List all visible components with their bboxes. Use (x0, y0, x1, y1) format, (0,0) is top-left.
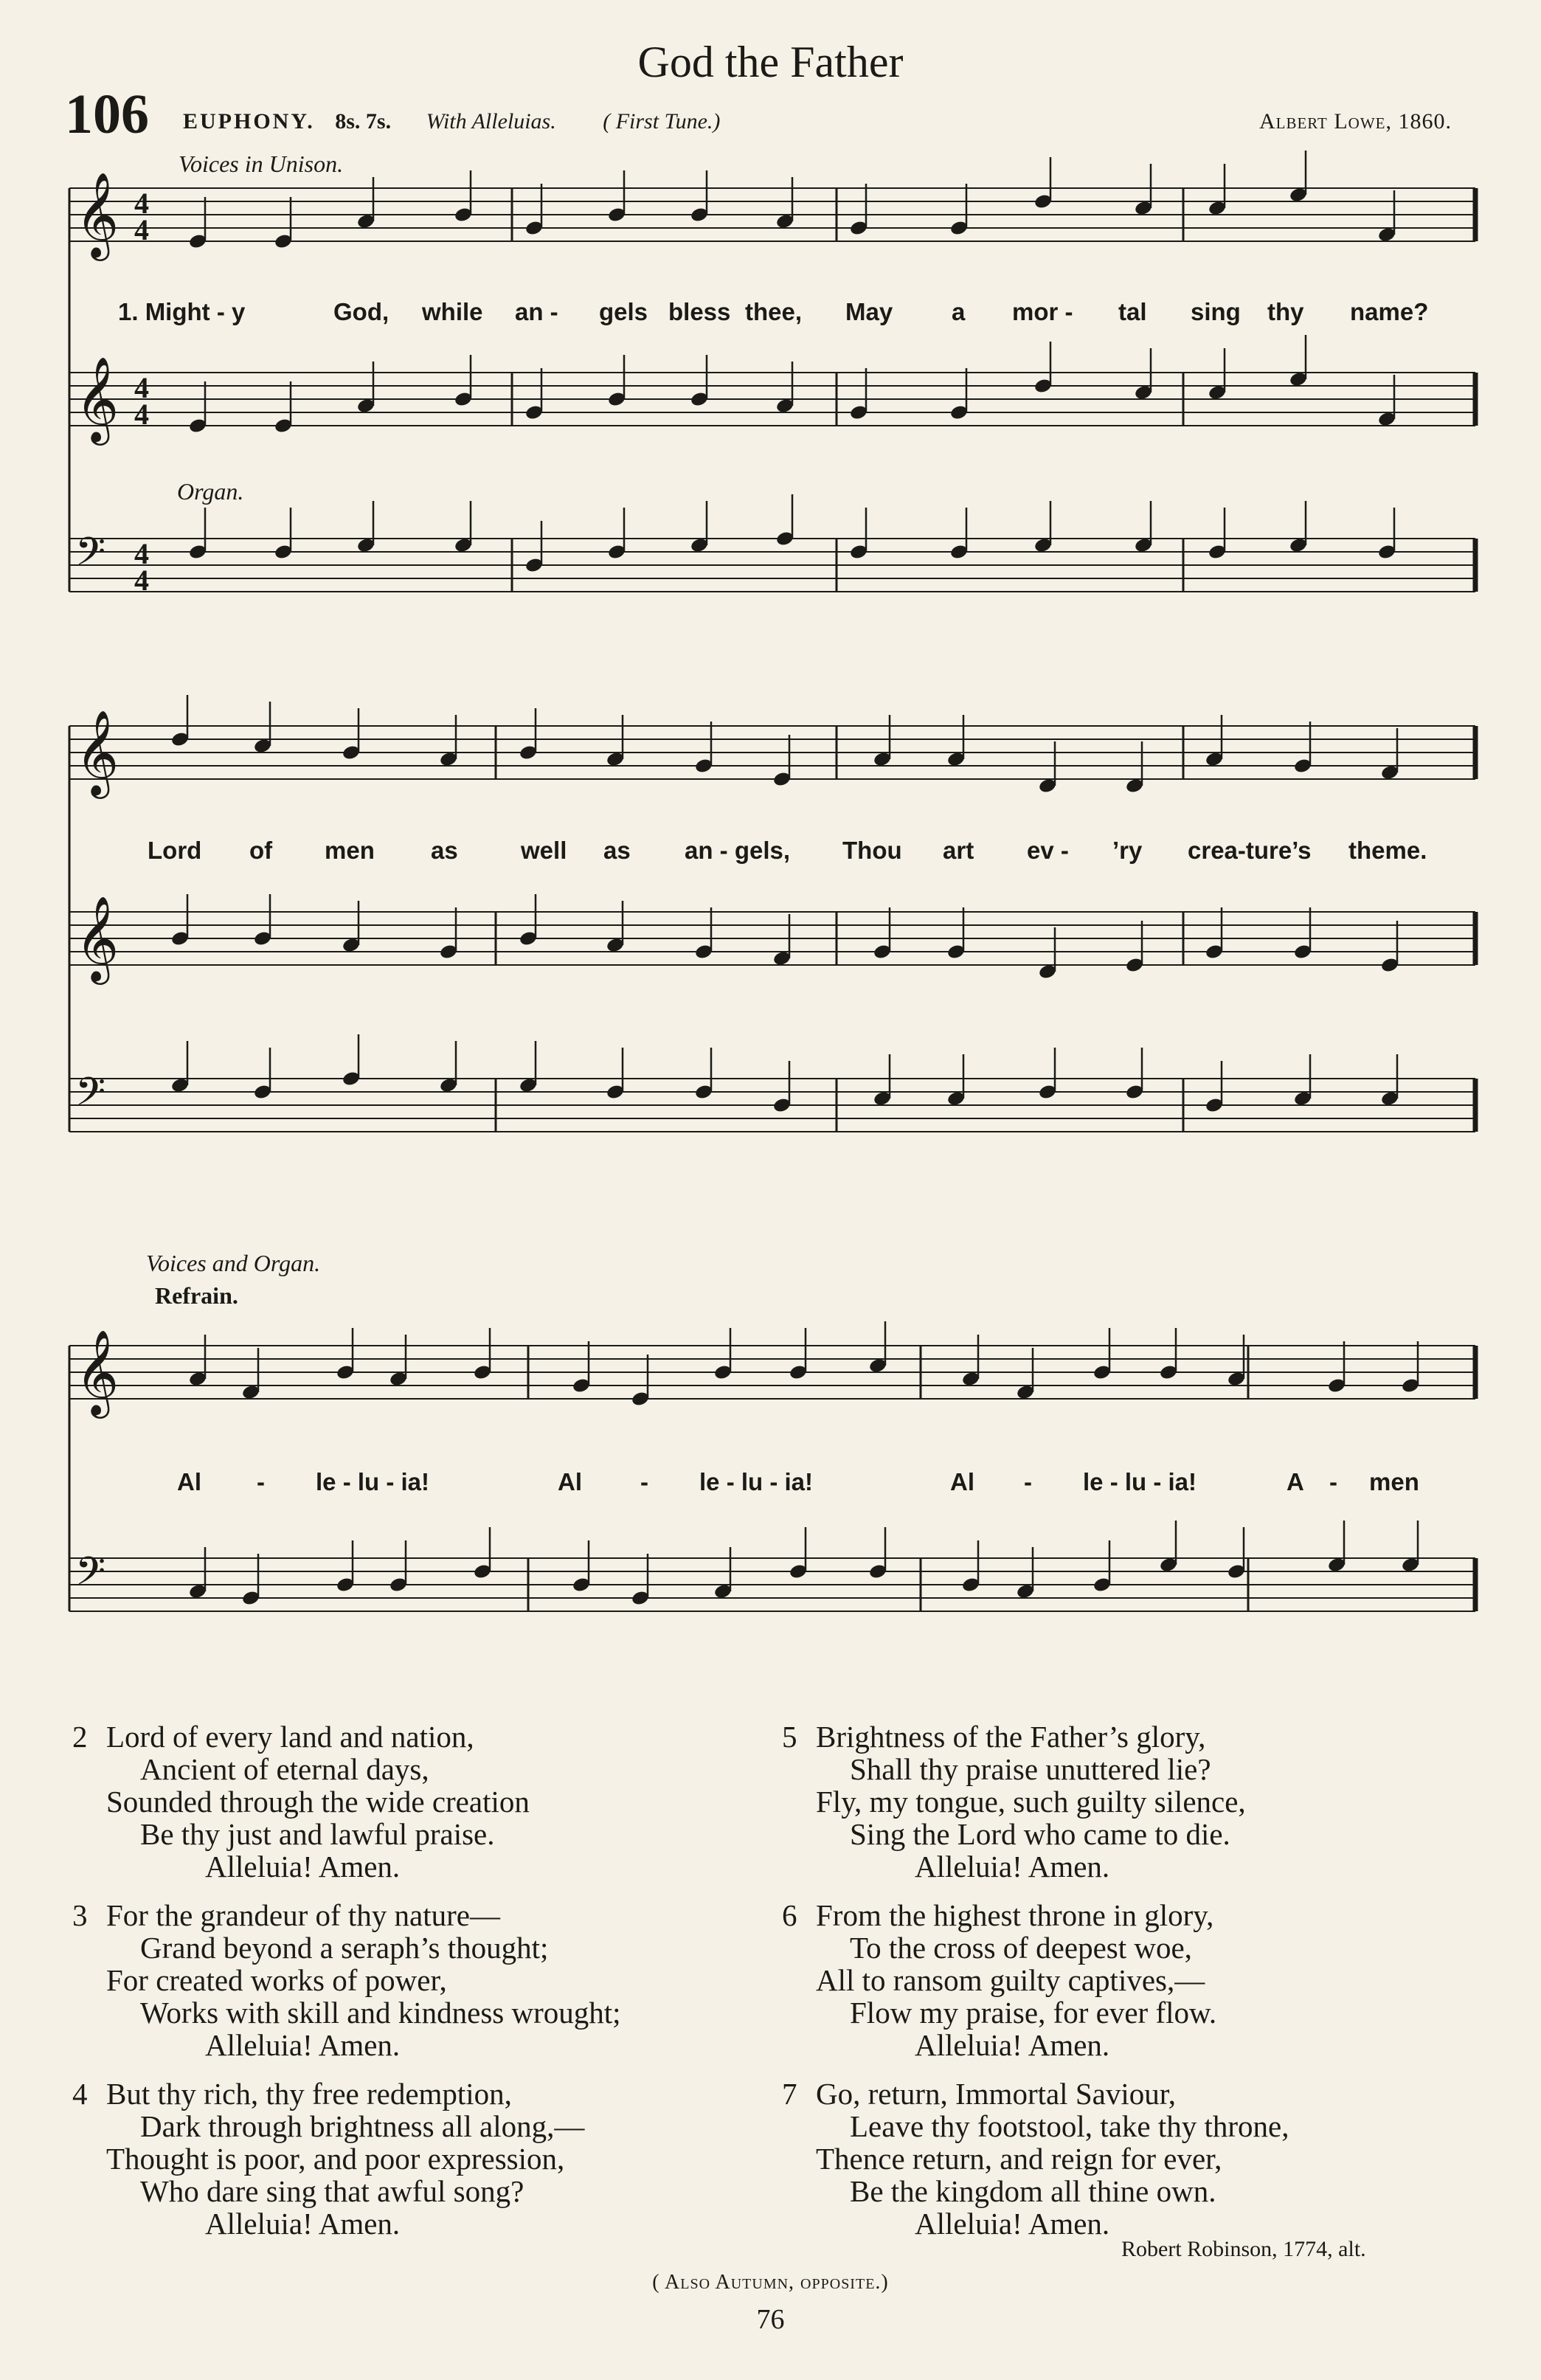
verse-7 (782, 2078, 1289, 2240)
verse-number: 3 (72, 1898, 88, 1932)
verse-line: Brightness of the Father’s glory, (816, 1720, 1206, 1754)
treble-clef: 𝄞 (75, 895, 120, 981)
verse-line: For created works of power, (106, 1963, 447, 1997)
time-signature-bottom: 4 (134, 213, 149, 246)
time-signature-bottom: 4 (134, 398, 149, 431)
verse-line: For the grandeur of thy nature— (106, 1898, 500, 1932)
lyric-syllable: art (943, 837, 974, 864)
verse-line: Fly, my tongue, such guilty silence, (816, 1785, 1246, 1819)
verse-line: Thence return, and reign for ever, (816, 2142, 1222, 2176)
direction-voices-and-organ: Voices and Organ. (146, 1250, 321, 1276)
verse-3 (72, 1899, 621, 2061)
lyric-syllable: sing (1191, 298, 1241, 325)
page-number: 76 (756, 2304, 785, 2335)
verse-line: Thought is poor, and poor expression, (106, 2142, 565, 2176)
verse-refrain: Alleluia! Amen. (205, 2028, 401, 2062)
lyric-syllable: Thou (842, 837, 902, 864)
verse-refrain: Alleluia! Amen. (205, 2207, 401, 2241)
time-signature-top: 4 (134, 187, 149, 220)
lyric-syllable: - (257, 1468, 265, 1495)
verse-number: 2 (72, 1720, 88, 1754)
verse-line: Go, return, Immortal Saviour, (816, 2077, 1176, 2111)
meter: 8s. 7s. (335, 109, 392, 134)
text-author: Robert Robinson, 1774, alt. (1121, 2237, 1366, 2261)
lyric-syllable: an - gels, (685, 837, 791, 864)
lyrics-line-2 (0, 837, 1541, 869)
verse-line: Flow my praise, for ever flow. (850, 1996, 1217, 2030)
lyric-syllable: le - lu - ia! (316, 1468, 430, 1495)
lyric-syllable: well (521, 837, 567, 864)
treble-clef: 𝄞 (75, 356, 120, 442)
lyric-syllable: tal (1118, 298, 1147, 325)
lyric-syllable: A (1287, 1468, 1304, 1495)
verse-line: Who dare sing that awful song? (140, 2174, 524, 2208)
verse-line: Be the kingdom all thine own. (850, 2174, 1216, 2208)
lyric-syllable: Al (177, 1468, 201, 1495)
lyric-syllable: men (325, 837, 375, 864)
also-note: ( Also Autumn, opposite.) (652, 2271, 889, 2294)
lyric-syllable: men (1369, 1468, 1419, 1495)
lyric-syllable: thy (1267, 298, 1304, 325)
lyric-syllable: crea-ture’s (1188, 837, 1312, 864)
lyrics-line-1 (0, 298, 1541, 331)
refrain-label: Refrain. (155, 1282, 238, 1309)
lyric-syllable: ev - (1027, 837, 1069, 864)
lyric-syllable: gels (599, 298, 648, 325)
verse-refrain: Alleluia! Amen. (915, 2207, 1110, 2241)
verse-line: Sounded through the wide creation (106, 1785, 530, 1819)
treble-clef: 𝄞 (75, 709, 120, 795)
lyric-syllable: thee, (745, 298, 803, 325)
lyric-syllable: of (249, 837, 273, 864)
verse-line: To the cross of deepest woe, (850, 1931, 1192, 1965)
lyrics-refrain (0, 1468, 1541, 1501)
verse-line: Dark through brightness all along,— (140, 2109, 585, 2143)
lyric-syllable: while (422, 298, 483, 325)
verse-number: 6 (782, 1898, 797, 1932)
tune-note: ( First Tune.) (603, 109, 721, 134)
verse-number: 5 (782, 1720, 797, 1754)
verse-5 (782, 1720, 1246, 1883)
verse-number: 4 (72, 2077, 88, 2111)
treble-clef: 𝄞 (75, 1329, 120, 1415)
hymn-number: 106 (65, 83, 149, 145)
bass-clef: 𝄢 (75, 1549, 106, 1604)
verse-line: All to ransom guilty captives,— (816, 1963, 1205, 1997)
verse-line: Sing the Lord who came to die. (850, 1817, 1230, 1851)
verse-line: From the highest throne in glory, (816, 1898, 1214, 1932)
time-signature-top: 4 (134, 371, 149, 404)
verse-2 (72, 1720, 530, 1883)
lyric-syllable: - (1329, 1468, 1337, 1495)
time-signature-bottom: 4 (134, 564, 149, 597)
lyric-syllable: mor - (1012, 298, 1073, 325)
lyric-syllable: May (845, 298, 893, 325)
lyric-syllable: bless (668, 298, 731, 325)
lyric-syllable: a (952, 298, 966, 325)
lyric-syllable: Al (558, 1468, 582, 1495)
verse-refrain: Alleluia! Amen. (205, 1850, 401, 1883)
alleluia-note: With Alleluias. (426, 109, 556, 134)
verse-line: Grand beyond a seraph’s thought; (140, 1931, 549, 1965)
verse-line: Ancient of eternal days, (140, 1752, 429, 1786)
lyric-syllable: le - lu - ia! (1083, 1468, 1197, 1495)
verse-number: 7 (782, 2077, 797, 2111)
verse-line: Works with skill and kindness wrought; (140, 1996, 621, 2030)
lyric-syllable: le - lu - ia! (699, 1468, 814, 1495)
tune-name: EUPHONY. (183, 109, 315, 134)
verse-6 (782, 1899, 1216, 2061)
lyric-syllable: theme. (1348, 837, 1427, 864)
time-signature-top: 4 (134, 537, 149, 570)
lyric-syllable: Lord (148, 837, 202, 864)
lyric-syllable: an - (515, 298, 558, 325)
verse-line: Be thy just and lawful praise. (140, 1817, 495, 1851)
lyric-syllable: ’ry (1112, 837, 1143, 864)
lyric-syllable: name? (1350, 298, 1429, 325)
verse-line: Shall thy praise unuttered lie? (850, 1752, 1211, 1786)
verse-line: But thy rich, thy free redemption, (106, 2077, 512, 2111)
treble-clef: 𝄞 (75, 171, 120, 257)
lyric-syllable: - (640, 1468, 648, 1495)
composer-credit: Albert Lowe, 1860. (1258, 109, 1452, 134)
verse-4 (72, 2078, 584, 2240)
lyric-syllable: God, (333, 298, 389, 325)
lyric-syllable: Al (950, 1468, 974, 1495)
bass-clef: 𝄢 (75, 530, 106, 584)
direction-voices-unison: Voices in Unison. (179, 151, 344, 177)
verse-line: Lord of every land and nation, (106, 1720, 474, 1754)
section-title: God the Father (637, 38, 904, 86)
direction-organ: Organ. (177, 478, 244, 505)
bass-clef: 𝄢 (75, 1070, 106, 1124)
verse-line: Leave thy footstool, take thy throne, (850, 2109, 1289, 2143)
verse-refrain: Alleluia! Amen. (915, 1850, 1110, 1883)
verse-refrain: Alleluia! Amen. (915, 2028, 1110, 2062)
lyric-syllable: - (1024, 1468, 1032, 1495)
lyric-syllable: as (603, 837, 631, 864)
lyric-syllable: as (431, 837, 458, 864)
lyric-syllable: 1. Might - y (118, 298, 246, 325)
